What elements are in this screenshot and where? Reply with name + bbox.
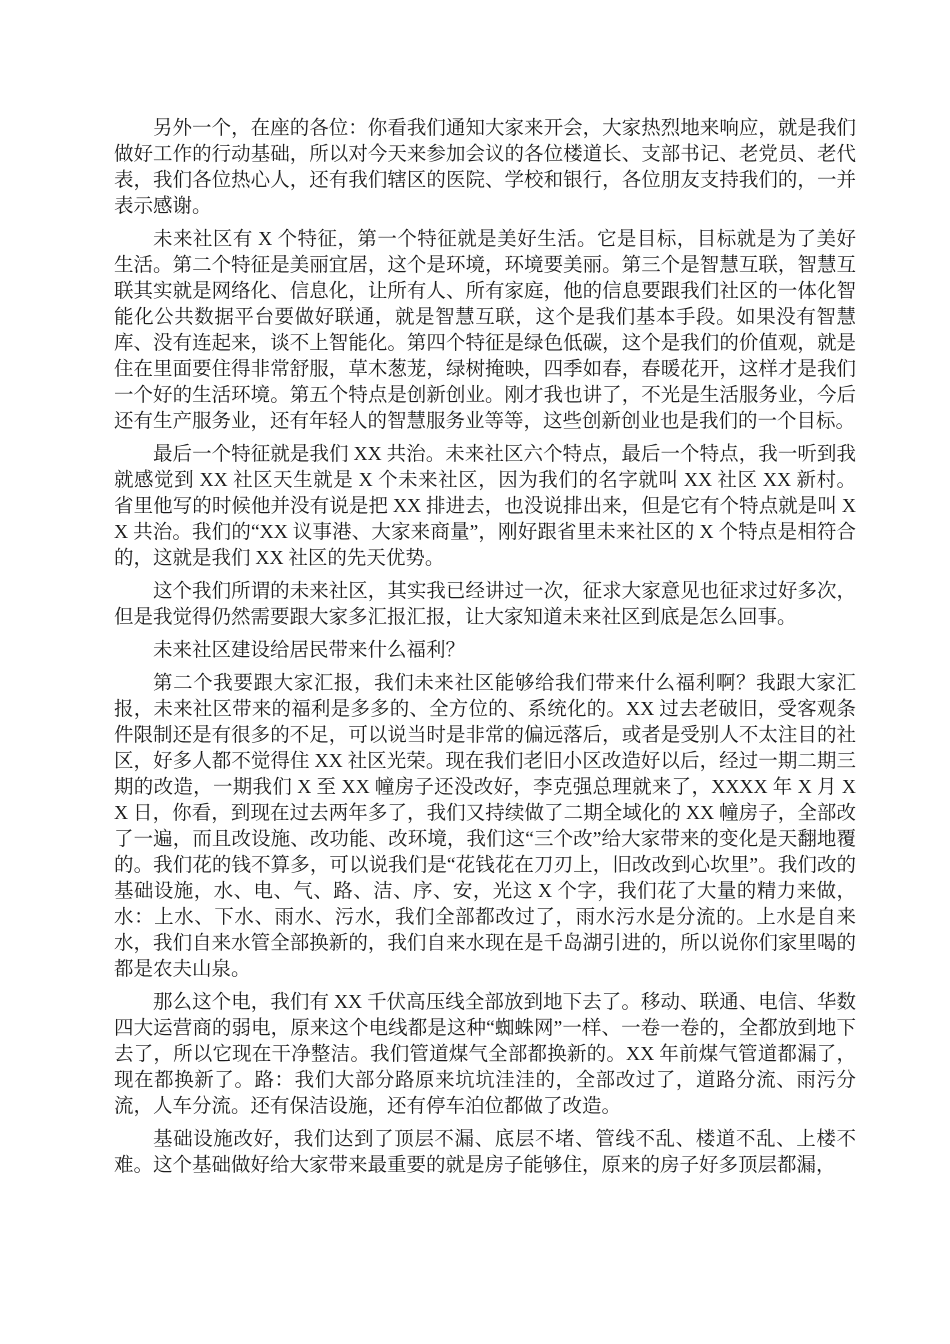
paragraph-benefits: 第二个我要跟大家汇报，我们未来社区能够给我们带来什么福利啊？我跟大家汇报，未来社区带来的福利是多多的、全方位的、系统化的。XX 过去老破旧，受客观条件限制还是有很多的不足，可以说当时是非常的偏远落后，或者是受别人不太注目的社区，好多人都不觉得住 XX 社区光荣。现在我们老旧小区改造好以后，经过一期二期三期的改造，一期我们 X 至 XX 幢房子还没改好，李克强总理就来了，XXXX 年 X 月 XX 日，你看，到现在过去两年多了，我们又持续做了二期全域化的 XX 幢房子，全部改了一遍，而且改设施、改功能、改环境，我们这“三个改”给大家带来的变化是天翻地覆的。我们花的钱不算多，可以说我们是“花钱花在刀刃上，旧改改到心坎里”。我们改的基础设施，水、电、气、路、洁、序、安，光这 X 个字，我们花了大量的精力来做，水：上水、下水、雨水、污水，我们全部都改过了，雨水污水是分流的。上水是自来水，我们自来水管全部换新的，我们自来水现在是千岛湖引进的，所以说你们家里喝的都是农夫山泉。 xyxy=(114,673,856,980)
paragraph-infrastructure: 基础设施改好，我们达到了顶层不漏、底层不堵、管线不乱、楼道不乱、上楼不难。这个基础做好给大家带来最重要的就是房子能够住，原来的房子好多顶层都漏， xyxy=(114,1129,856,1176)
paragraph-cogovernance: 最后一个特征就是我们 XX 共治。未来社区六个特点，最后一个特点，我一听到我就感觉到 XX 社区天生就是 X 个未来社区，因为我们的名字就叫 XX 社区 XX 新村。省里他写的时候他并没有说是把 XX 排进去，也没说排出来，但是它有个特点就是叫 XX 共治。我们的“XX 议事港、大家来商量”，刚好跟省里未来社区的 X 个特点是相符合的，这就是我们 XX 社区的先天优势。 xyxy=(114,444,856,569)
paragraph-features: 未来社区有 X 个特征，第一个特征就是美好生活。它是目标，目标就是为了美好生活。第二个特征是美丽宜居，这个是环境，环境要美丽。第三个是智慧互联，智慧互联其实就是网络化、信息化，让所有人、所有家庭，他的信息要跟我们社区的一体化智能化公共数据平台要做好联通，就是智慧互联，这个是我们基本手段。如果没有智慧库、没有连起来，谈不上智能化。第四个特征是绿色低碳，这个是我们的价值观，就是住在里面要住得非常舒服，草木葱茏，绿树掩映，四季如春，春暖花开，这样才是我们一个好的生活环境。第五个特点是创新创业。刚才我也讲了，不光是生活服务业，今后还有生产服务业，还有年轻人的智慧服务业等等，这些创新创业也是我们的一个目标。 xyxy=(114,229,856,432)
paragraph-thanks: 另外一个，在座的各位：你看我们通知大家来开会，大家热烈地来响应，就是我们做好工作的行动基础，所以对今天来参加会议的各位楼道长、支部书记、老党员、老代表，我们各位热心人，还有我们辖区的医院、学校和银行，各位朋友支持我们的，一并表示感谢。 xyxy=(114,118,856,217)
paragraph-utilities: 那么这个电，我们有 XX 千伏高压线全部放到地下去了。移动、联通、电信、华数四大运营商的弱电，原来这个电线都是这种“蜘蛛网”一样、一卷一卷的，全都放到地下去了，所以它现在干净整洁。我们管道煤气全部都换新的。XX 年前煤气管道都漏了，现在都换新了。路：我们大部分路原来坑坑洼洼的，全部改过了，道路分流、雨污分流，人车分流。还有保洁设施，还有停车泊位都做了改造。 xyxy=(114,992,856,1117)
paragraph-report-intent: 这个我们所谓的未来社区，其实我已经讲过一次，征求大家意见也征求过好多次，但是我觉得仍然需要跟大家多汇报汇报，让大家知道未来社区到底是怎么回事。 xyxy=(114,581,856,628)
question-heading: 未来社区建设给居民带来什么福利？ xyxy=(153,640,466,661)
